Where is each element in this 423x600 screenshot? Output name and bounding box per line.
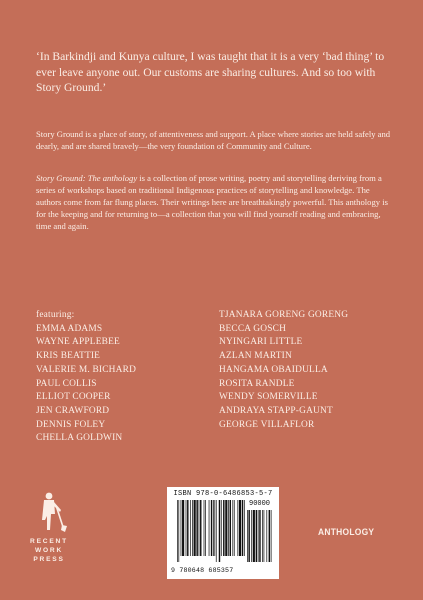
- anthology-title: Story Ground: The anthology: [36, 173, 138, 183]
- description-paragraph-1: Story Ground is a place of story, of attentiveness and support. A place where stories are held safely and dearly, and are shared bravely—the very foundation of Community and Culture.: [36, 129, 391, 152]
- back-cover-quote: ‘In Barkindji and Kunya culture, I was taught that it is a very ‘bad thing’ to ever leave anyone out. Our customs are sharing cultures. And so too with Story Ground.’: [36, 50, 385, 95]
- publisher-name-line: WORK: [34, 546, 64, 554]
- isbn-barcode: [167, 487, 279, 579]
- publisher-name-line: RECENT: [30, 538, 68, 545]
- publisher-logo: [30, 490, 70, 585]
- ean-number: 9 780648 685357: [171, 567, 234, 574]
- publisher-name-line: PRESS: [33, 555, 65, 563]
- author-name: PAUL COLLIS: [36, 378, 97, 389]
- author-name: ROSITA RANDLE: [219, 378, 295, 389]
- author-name: VALERIE M. BICHARD: [36, 364, 137, 375]
- author-name: DENNIS FOLEY: [36, 419, 106, 430]
- author-name: CHELLA GOLDWIN: [36, 433, 123, 444]
- author-name: WAYNE APPLEBEE: [36, 337, 120, 348]
- author-name: WENDY SOMERVILLE: [219, 392, 318, 403]
- ean-barcode-bars: [177, 500, 245, 562]
- author-name: AZLAN MARTIN: [219, 351, 292, 362]
- author-name: ELLIOT COOPER: [36, 392, 111, 403]
- author-name: GEORGE VILLAFLOR: [219, 419, 315, 430]
- featuring-label: featuring:: [36, 310, 75, 320]
- author-name: HANGAMA OBAIDULLA: [219, 364, 328, 375]
- author-name: EMMA ADAMS: [36, 323, 103, 334]
- featuring-list-left: [36, 309, 136, 446]
- author-name: NYINGARI LITTLE: [219, 337, 303, 348]
- author-name: TJANARA GORENG GORENG: [219, 310, 349, 320]
- author-name: KRIS BEATTIE: [36, 351, 101, 362]
- description-paragraph-2: [36, 172, 396, 232]
- author-name: ANDRAYA STAPP-GAUNT: [219, 405, 333, 416]
- isbn-number: ISBN 978-0-6486853-5-7: [173, 490, 273, 498]
- featuring-list-right: [219, 309, 348, 432]
- addon-barcode-bars: [247, 510, 273, 562]
- price-addon-number: 90000: [249, 500, 271, 508]
- figure-with-spade-icon: [30, 490, 70, 536]
- author-name: JEN CRAWFORD: [36, 405, 110, 416]
- genre-label: ANTHOLOGY: [318, 527, 375, 538]
- author-name: BECCA GOSCH: [219, 323, 287, 334]
- description-paragraph-2-body: is a collection of prose writing, poetry and storytelling deriving from a series of workshops based on traditional Indigenous practices of storytelling and knowledge. The authors come from far flung places. Their writings here are breathtakingly powerful. This anthology is for the keeping and for returning to—a collection that you will find yourself reading and embracing, time and again.: [36, 173, 388, 232]
